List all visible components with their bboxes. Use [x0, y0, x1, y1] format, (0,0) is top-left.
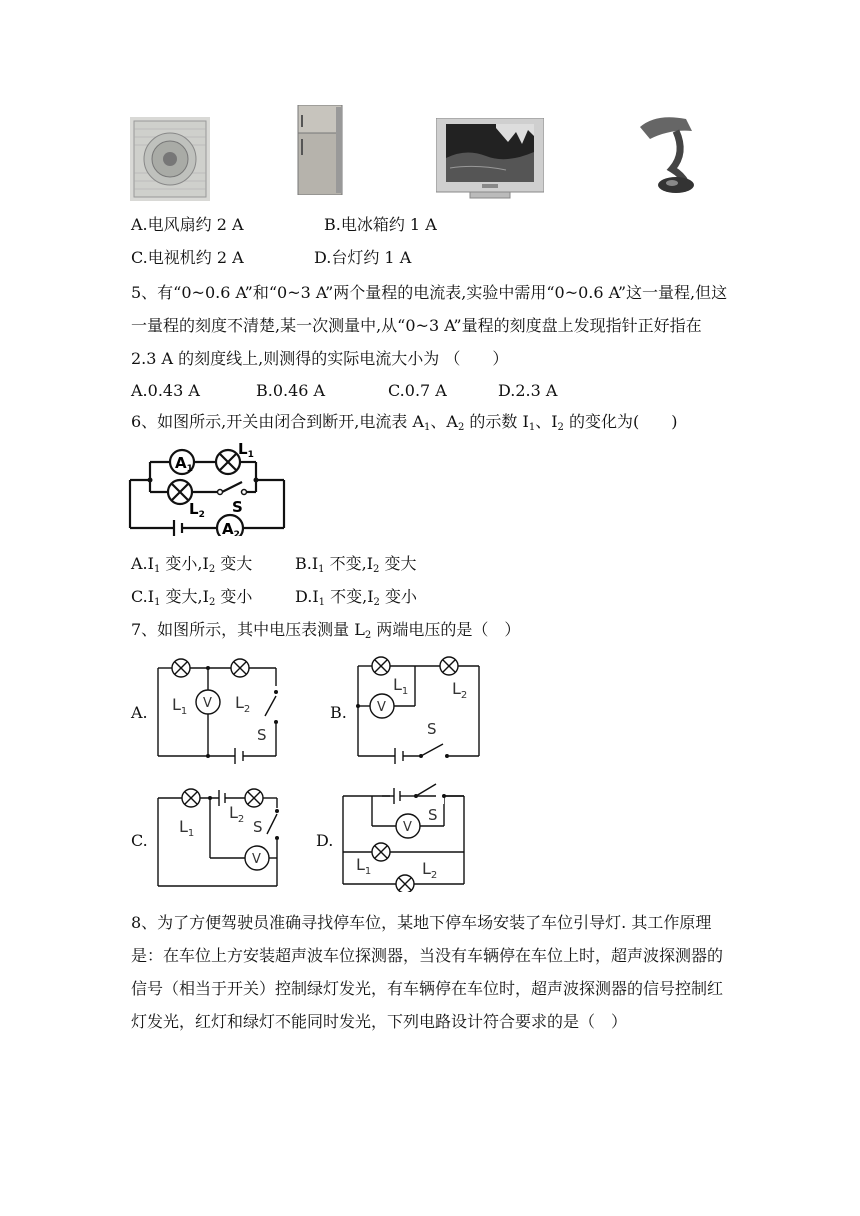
- q6-l1-label: $L_1$: [238, 440, 254, 460]
- q7-circuit-b: [355, 652, 483, 766]
- q7-question-text: 7、如图所示，其中电压表测量 $L_2$ 两端电压的是（ ）: [131, 620, 521, 641]
- q6-option-d[interactable]: $D.I_1$ 不变$,I_2$ 变小: [295, 587, 418, 608]
- q7d-v-label: V: [403, 820, 412, 835]
- q8-question-text: 8、为了方便驾驶员准确寻找停车位，某地下停车场安装了车位引导灯. 其工作原理是：在车位上方安装超声波车位探测器，当没有车辆停在车位上时，超声波探测器的信号（相当于开关）控制绿灯发光，有车辆停在车位时，超声波探测器的信号控制红灯发光，红灯和绿灯不能同时发光，下列电路设计符合要求的是（ ）: [131, 913, 724, 1031]
- fridge-image: [292, 105, 350, 195]
- q6-option-b[interactable]: $B.I_1$ 不变$,I_2$ 变大: [295, 554, 417, 575]
- q7d-l2-label: $L_2$: [422, 859, 438, 881]
- q4-option-a[interactable]: A.电风扇约 2 A: [131, 215, 244, 234]
- q7d-s-label: S: [428, 806, 438, 824]
- q7c-v-label: V: [252, 852, 261, 867]
- q4-option-d[interactable]: D.台灯约 1 A: [314, 248, 412, 267]
- q6-l2-label: $L_2$: [189, 500, 205, 520]
- fan-image: [130, 117, 210, 201]
- q6-option-c[interactable]: $C.I_1$ 变大$,I_2$ 变小: [131, 587, 253, 608]
- q7a-v-label: V: [203, 696, 212, 711]
- q5-option-c[interactable]: C.0.7 A: [388, 381, 447, 400]
- q7b-l2-label: $L_2$: [452, 679, 468, 701]
- q7b-v-label: V: [377, 700, 386, 715]
- q4-option-b[interactable]: B.电冰箱约 1 A: [324, 215, 437, 234]
- q7d-l1-label: $L_1$: [356, 855, 372, 877]
- q4-option-c[interactable]: C.电视机约 2 A: [131, 248, 244, 267]
- q7a-s-label: S: [257, 726, 267, 744]
- q6-a1-label: $A_1$: [175, 454, 193, 474]
- q5-option-d[interactable]: D.2.3 A: [498, 381, 558, 400]
- q7-option-c-label[interactable]: C.: [131, 831, 148, 850]
- q6-option-a[interactable]: $A.I_1$ 变小$,I_2$ 变大: [131, 554, 253, 575]
- q6-question-text: 6、如图所示,开关由闭合到断开,电流表 $A_1$、$A_2$ 的示数 $I_1$、$I_2$ 的变化为( ): [131, 412, 678, 433]
- q7-option-a-label[interactable]: A.: [131, 703, 148, 722]
- q7b-l1-label: $L_1$: [393, 675, 409, 697]
- q7-option-d-label[interactable]: D.: [316, 831, 334, 850]
- q7-circuit-d: [340, 778, 468, 892]
- q7b-s-label: S: [427, 720, 437, 738]
- q7c-l2-label: $L_2$: [229, 803, 245, 825]
- lamp-image: [636, 113, 702, 195]
- q5-option-a[interactable]: A.0.43 A: [131, 381, 200, 400]
- q6-s-label: S: [232, 498, 243, 516]
- q7c-l1-label: $L_1$: [179, 817, 195, 839]
- q5-question-text: 5、有“0~0.6 A”和“0~3 A”两个量程的电流表,实验中需用“0~0.6 A”这一量程,但这一量程的刻度不清楚,某一次测量中,从“0~3 A”量程的刻度盘上发现指针正好指在 2.3 A 的刻度线上,则测得的实际电流大小为 （ ）: [131, 283, 728, 368]
- q6-circuit-diagram: [126, 440, 290, 536]
- q5-option-b[interactable]: B.0.46 A: [256, 381, 326, 400]
- q7-option-b-label[interactable]: B.: [330, 703, 347, 722]
- q7a-l1-label: $L_1$: [172, 695, 188, 717]
- tv-image: [436, 118, 544, 200]
- q7a-l2-label: $L_2$: [235, 693, 251, 715]
- q7-circuit-c: [155, 784, 283, 890]
- q7c-s-label: S: [253, 818, 263, 836]
- q6-a2-label: $A_2$: [222, 520, 240, 536]
- q7-circuit-a: [155, 658, 281, 766]
